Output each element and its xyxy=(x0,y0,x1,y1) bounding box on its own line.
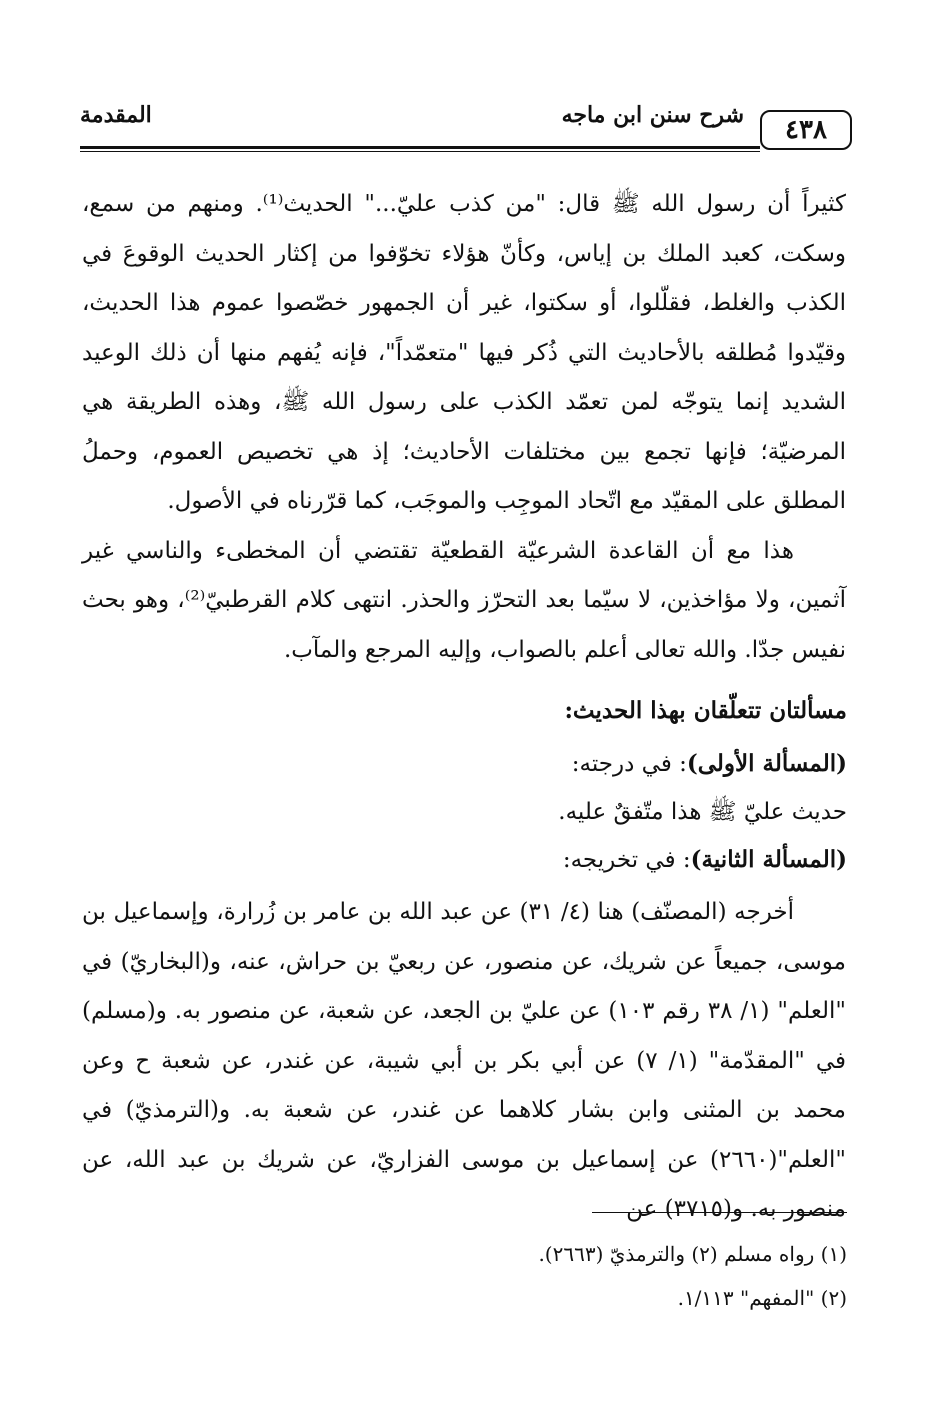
footnote-separator xyxy=(592,1212,847,1213)
page-number: ٤٣٨ xyxy=(760,110,852,150)
footnote-2: (٢) "المفهم" ١/١١٣. xyxy=(677,1286,847,1310)
issue-2-label: (المسألة الثانية) xyxy=(690,846,847,873)
paragraph-3: أخرجه (المصنّف) هنا (٤/ ٣١) عن عبد الله بن عامر بن زُرارة، وإسماعيل بن موسى، جميعاً عن شريك، عن منصور، عن ربعيّ بن حراش، عنه، و(البخاريّ) في "العلم" (١/ ٣٨ رقم ١٠٣) عن عليّ بن الجعد، عن شعبة، عن منصور به. و(مسلم) في "المقدّمة" (١/ ٧) عن أبي بكر بن أبي شيبة، عن غندر، عن شعبة ح وعن محمد بن المثنى وابن بشار كلاهما عن غندر، عن شعبة به. و(الترمذيّ) في "العلم"(٢٦٦٠) عن إسماعيل بن موسى الفزاريّ، عن شريك بن عبد الله، عن منصور به. و(٣٧١٥) عن xyxy=(82,899,846,1222)
issues-heading: مسألتان تتعلّقان بهذا الحديث: xyxy=(564,697,847,724)
page-header xyxy=(80,100,852,160)
body-block-2 xyxy=(82,888,846,1235)
issue-1-title: : في درجته: xyxy=(571,751,687,777)
header-rule-thin xyxy=(80,151,760,152)
header-rule xyxy=(80,146,760,149)
issue-1-line xyxy=(147,740,847,788)
footnotes xyxy=(147,1232,847,1320)
issue-2-title: : في تخريجه: xyxy=(562,847,691,873)
section-title: المقدمة xyxy=(80,102,152,128)
footnote-1: (١) رواه مسلم (٢) والترمذيّ (٢٦٦٣). xyxy=(538,1242,847,1266)
issues-list xyxy=(147,740,847,884)
body-block-1 xyxy=(82,180,846,675)
issue-2-line xyxy=(147,836,847,884)
paragraph-1: كثيراً أن رسول الله ﷺ قال: "من كذب عليّ..." الحديث⁽¹⁾. ومنهم من سمع، وسكت، كعبد الملك بن إياس، وكأنّ هؤلاء تخوّفوا من إكثار الحديث الوقوعَ في الكذب والغلط، فقلّلوا، أو سكتوا، غير أن الجمهور خصّصوا عموم هذا الحديث، وقيّدوا مُطلقه بالأحاديث التي ذُكر فيها "متعمّداً"، فإنه يُفهم منها أن ذلك الوعيد الشديد إنما يتوجّه لمن تعمّد الكذب على رسول الله ﷺ، وهذه الطريقة هي المرضيّة؛ فإنها تجمع بين مختلفات الأحاديث؛ إذ هي تخصيص العموم، وحملُ المطلق على المقيّد مع اتّحاد الموجِب والموجَب، كما قرّرناه في الأصول. xyxy=(82,191,847,514)
book-title: شرح سنن ابن ماجه xyxy=(561,102,744,128)
issue-1-answer: حديث عليّ ﷺ هذا متّفقٌ عليه. xyxy=(558,799,847,825)
paragraph-2: هذا مع أن القاعدة الشرعيّة القطعيّة تقتضي أن المخطىء والناسي غير آثمين، ولا مؤاخذين، لا سيّما بعد التحرّز والحذر. انتهى كلام القرطبيّ⁽²⁾، وهو بحث نفيس جدّا. والله تعالى أعلم بالصواب، وإليه المرجع والمآب. xyxy=(82,537,846,663)
issue-1-label: (المسألة الأولى) xyxy=(686,750,847,777)
